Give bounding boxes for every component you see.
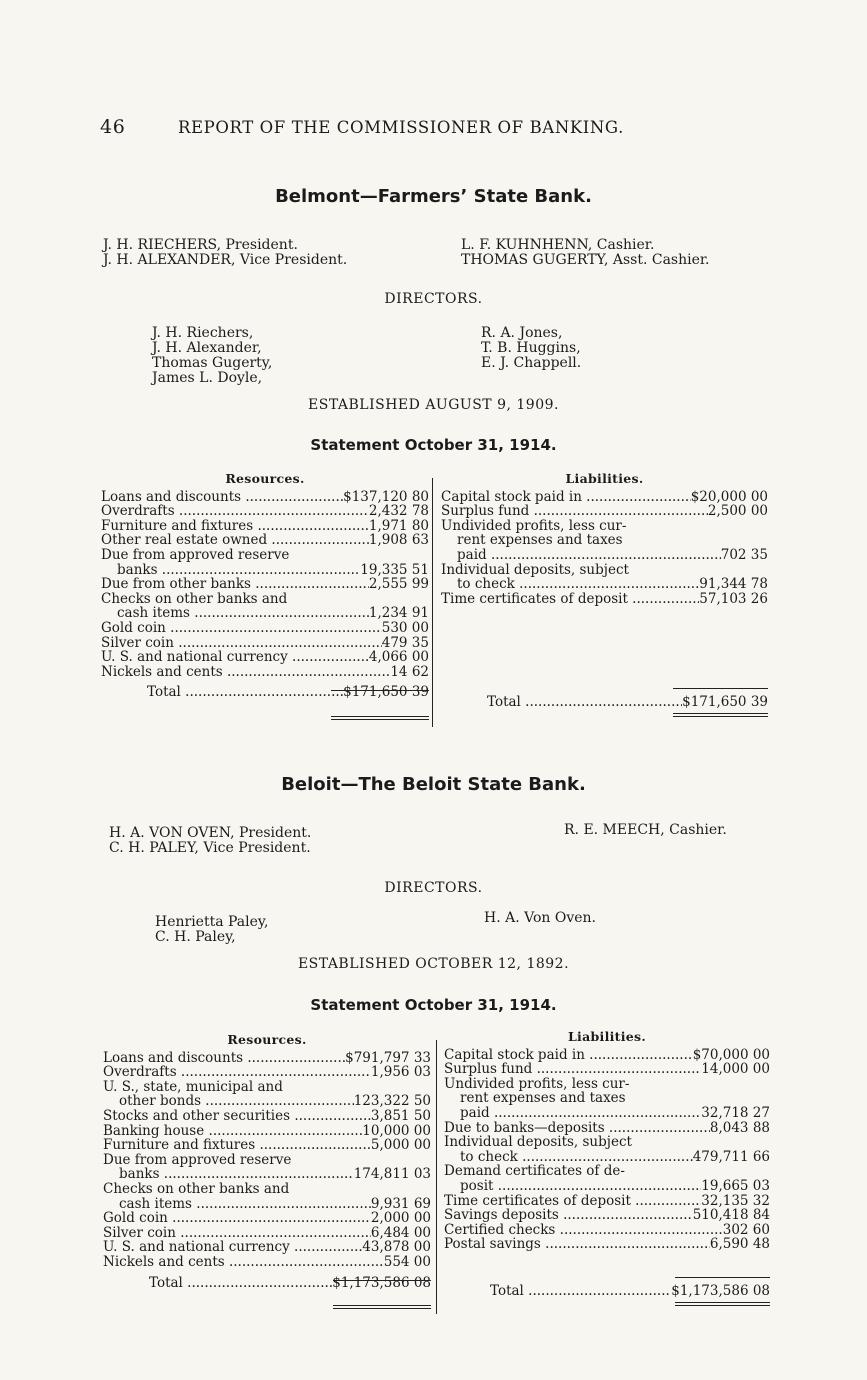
directors-list-left (155, 915, 268, 945)
ledger-amount: 57,103 26 (699, 590, 768, 607)
ledger-amount: 32,135 32 (701, 1192, 770, 1209)
ledger-row (101, 533, 429, 548)
bank-title: Beloit—The Beloit State Bank. (281, 774, 586, 795)
director: H. A. Von Oven. (484, 910, 596, 926)
resources-heading: Resources. (225, 471, 305, 486)
ledger-row (101, 519, 429, 534)
ledger-label: Due from approved reserve (101, 547, 290, 563)
ledger-label: Overdrafts ..... (103, 1065, 371, 1080)
ledger-label: Furniture and fixtures ..... (101, 519, 369, 534)
resources-heading: Resources. (227, 1032, 307, 1047)
ledger-label: cash items ..... (101, 606, 369, 621)
director: James L. Doyle, (152, 370, 263, 386)
ledger-row (103, 1124, 431, 1139)
ledger-label: Undivided profits, less cur- (444, 1076, 630, 1092)
directors-heading: DIRECTORS. (384, 291, 483, 307)
ledger-row (103, 1153, 431, 1168)
ledger-label: rent expenses and taxes (457, 533, 623, 548)
ledger-amount: 8,043 88 (709, 1119, 770, 1136)
ledger-row (101, 636, 429, 651)
ledger-row (103, 1226, 431, 1241)
column-divider (436, 1040, 437, 1314)
ledger-row (444, 1106, 770, 1121)
ledger-amount: 1,956 03 (370, 1064, 431, 1081)
liabilities-total-row (441, 695, 768, 710)
ledger-row (103, 1255, 431, 1270)
ledger-label: Overdrafts ..... (101, 504, 369, 519)
total-label: Total ..... (103, 1276, 332, 1291)
ledger-row (441, 519, 768, 534)
ledger-amount: $791,797 33 (345, 1049, 431, 1066)
ledger-label: Other real estate owned ..... (101, 533, 369, 548)
ledger-label: Nickels and cents ..... (101, 665, 390, 680)
resources-column (101, 472, 429, 700)
ledger-row (103, 1240, 431, 1255)
ledger-row (441, 563, 768, 578)
director: Henrietta Paley, (155, 914, 269, 930)
ledger-row (103, 1065, 431, 1080)
ledger-row (103, 1197, 431, 1212)
liabilities-total-block (441, 695, 768, 710)
ledger-amount: 10,000 00 (362, 1122, 431, 1139)
ledger-label: paid ..... (441, 548, 721, 563)
ledger-label: other bonds ..... (103, 1094, 354, 1109)
statement-title: Statement October 31, 1914. (310, 436, 557, 454)
total-label: Total ..... (101, 685, 343, 700)
ledger-amount: 479,711 66 (692, 1148, 770, 1165)
ledger-row (444, 1194, 770, 1209)
liabilities-heading: Liabilities. (565, 471, 644, 486)
ledger-amount: 302 60 (722, 1221, 770, 1238)
ledger-label: Time certificates of deposit ..... (444, 1194, 701, 1209)
officer: R. E. MEECH, Cashier. (564, 822, 727, 838)
ledger-amount: 19,665 03 (701, 1177, 770, 1194)
ledger-label: Savings deposits ..... (444, 1208, 693, 1223)
double-rule (675, 1302, 770, 1306)
ledger-row (101, 592, 429, 607)
ledger-amount: 9,931 69 (370, 1195, 431, 1212)
ledger-row (444, 1150, 770, 1165)
ledger-label: rent expenses and taxes (460, 1091, 626, 1106)
resources-total: $171,650 39 (343, 684, 429, 701)
sum-rule (333, 1280, 431, 1281)
director: Thomas Gugerty, (152, 355, 273, 371)
officer: J. H. RIECHERS, President. (103, 237, 298, 253)
running-head (100, 116, 780, 138)
directors-heading: DIRECTORS. (384, 880, 483, 896)
ledger-row (444, 1121, 770, 1136)
ledger-label: Individual deposits, subject (441, 562, 629, 578)
directors-list-left (152, 326, 272, 386)
director: R. A. Jones, (481, 325, 563, 341)
ledger-row (444, 1179, 770, 1194)
ledger-label: posit ..... (444, 1179, 701, 1194)
ledger-row (444, 1208, 770, 1223)
directors-list-right (484, 911, 596, 926)
ledger-row (444, 1091, 770, 1106)
ledger-amount: $137,120 80 (343, 488, 429, 505)
ledger-amount: 2,000 00 (370, 1210, 431, 1227)
officer: C. H. PALEY, Vice President. (109, 840, 311, 856)
ledger-row (103, 1211, 431, 1226)
ledger-row (444, 1237, 770, 1252)
ledger-label: Silver coin ..... (103, 1226, 371, 1241)
ledger-amount: 510,418 84 (692, 1207, 770, 1224)
ledger-label: U. S., state, municipal and (103, 1079, 283, 1095)
ledger-label: Surplus fund ..... (441, 504, 708, 519)
ledger-label: Due to banks—deposits ..... (444, 1121, 710, 1136)
ledger-row (101, 548, 429, 563)
ledger-label: Gold coin ..... (103, 1211, 371, 1226)
director: T. B. Huggins, (481, 340, 581, 356)
ledger-row (441, 533, 768, 548)
liabilities-column (441, 472, 768, 606)
total-label: Total ..... (441, 695, 682, 710)
liabilities-total: $1,173,586 08 (671, 1283, 770, 1299)
ledger-amount: 14 62 (390, 663, 429, 680)
ledger-label: Nickels and cents ..... (103, 1255, 384, 1270)
ledger-row (101, 606, 429, 621)
director: J. H. Alexander, (152, 340, 262, 356)
ledger-amount: 479 35 (381, 634, 429, 651)
ledger-label: Certified checks ..... (444, 1223, 723, 1238)
ledger-amount: 6,590 48 (709, 1236, 770, 1253)
double-rule (333, 1305, 431, 1309)
ledger-row (441, 577, 768, 592)
resources-total-row (103, 1276, 431, 1291)
ledger-label: Due from other banks ..... (101, 577, 369, 592)
ledger-label: to check ..... (444, 1150, 693, 1165)
double-rule (331, 716, 429, 720)
directors-list-right (481, 326, 581, 371)
ledger-label: Postal savings ..... (444, 1237, 710, 1252)
sum-rule (331, 690, 429, 691)
ledger-amount: 530 00 (381, 619, 429, 636)
ledger-row (444, 1048, 770, 1063)
ledger-amount: 1,234 91 (368, 605, 429, 622)
ledger-label: Loans and discounts ..... (101, 490, 343, 505)
ledger-row (444, 1164, 770, 1179)
ledger-row (103, 1138, 431, 1153)
ledger-row (101, 665, 429, 680)
ledger-label: Capital stock paid in ..... (441, 490, 691, 505)
ledger-amount: 5,000 00 (370, 1137, 431, 1154)
ledger-row (103, 1182, 431, 1197)
ledger-row (101, 577, 429, 592)
ledger-row (103, 1167, 431, 1182)
ledger-label: Silver coin ..... (101, 636, 382, 651)
liabilities-heading: Liabilities. (567, 1029, 647, 1044)
ledger-label: U. S. and national currency ..... (101, 650, 369, 665)
column-divider (432, 478, 433, 727)
ledger-row (441, 548, 768, 563)
director: J. H. Riechers, (152, 325, 254, 341)
page-number: 46 (100, 116, 126, 138)
ledger-label: Undivided profits, less cur- (441, 518, 627, 534)
ledger-label: to check ..... (441, 577, 699, 592)
liabilities-total-row (444, 1284, 770, 1299)
ledger-row (444, 1223, 770, 1238)
ledger-amount: 14,000 00 (701, 1061, 770, 1078)
sum-rule (675, 1277, 770, 1278)
ledger-row (444, 1077, 770, 1092)
ledger-label: Furniture and fixtures ..... (103, 1138, 371, 1153)
ledger-label: Loans and discounts ..... (103, 1051, 345, 1066)
ledger-label: Capital stock paid in ..... (444, 1048, 693, 1063)
ledger-label: paid ..... (444, 1106, 701, 1121)
ledger-label: cash items ..... (103, 1197, 371, 1212)
ledger-row (103, 1051, 431, 1066)
ledger-amount: 4,066 00 (368, 649, 429, 666)
ledger-label: Demand certificates of de- (444, 1164, 625, 1179)
ledger-amount: 19,335 51 (360, 561, 429, 578)
ledger-amount: 2,555 99 (368, 576, 429, 593)
ledger-amount: 91,344 78 (699, 576, 768, 593)
ledger-row (103, 1094, 431, 1109)
officer: L. F. KUHNHENN, Cashier. (461, 237, 655, 253)
resources-total: $1,173,586 08 (332, 1274, 431, 1291)
ledger-amount: 2,500 00 (707, 503, 768, 520)
ledger-row (444, 1062, 770, 1077)
liabilities-total: $171,650 39 (682, 694, 768, 710)
total-label: Total ..... (444, 1284, 671, 1299)
officer: J. H. ALEXANDER, Vice President. (103, 252, 348, 268)
liabilities-total-block (444, 1284, 770, 1299)
statement-title: Statement October 31, 1914. (310, 996, 557, 1014)
established-line: ESTABLISHED AUGUST 9, 1909. (308, 397, 559, 413)
ledger-label: Surplus fund ..... (444, 1062, 701, 1077)
ledger-row (441, 504, 768, 519)
ledger-row (103, 1080, 431, 1095)
ledger-amount: 702 35 (720, 546, 768, 563)
ledger-label: Stocks and other securities ..... (103, 1109, 371, 1124)
ledger-amount: 32,718 27 (701, 1104, 770, 1121)
director: E. J. Chappell. (481, 355, 582, 371)
ledger-row (444, 1135, 770, 1150)
ledger-label: Banking house ..... (103, 1124, 362, 1139)
ledger-label: Time certificates of deposit ..... (441, 592, 699, 607)
ledger-amount: 2,432 78 (368, 503, 429, 520)
established-line: ESTABLISHED OCTOBER 12, 1892. (297, 956, 570, 972)
double-rule (673, 713, 768, 717)
ledger-amount: $70,000 00 (692, 1046, 770, 1063)
ledger-row (101, 621, 429, 636)
ledger-row (103, 1109, 431, 1124)
ledger-amount: 3,851 50 (370, 1107, 431, 1124)
officer: H. A. VON OVEN, President. (109, 825, 312, 841)
ledger-label: Gold coin ..... (101, 621, 382, 636)
ledger-amount: 43,878 00 (362, 1239, 431, 1256)
ledger-row (101, 650, 429, 665)
ledger-label: banks ..... (101, 563, 360, 578)
ledger-amount: 554 00 (383, 1253, 431, 1270)
resources-column (103, 1033, 431, 1290)
ledger-row (441, 490, 768, 505)
report-title: REPORT OF THE COMMISSIONER OF BANKING. (178, 118, 624, 137)
ledger-amount: 1,908 63 (368, 532, 429, 549)
ledger-label: Due from approved reserve (103, 1152, 292, 1168)
officer: THOMAS GUGERTY, Asst. Cashier. (461, 252, 710, 268)
ledger-label: Individual deposits, subject (444, 1135, 632, 1150)
bank-title: Belmont—Farmers’ State Bank. (275, 186, 592, 207)
ledger-amount: 1,971 80 (368, 517, 429, 534)
ledger-label: Checks on other banks and (101, 591, 288, 607)
sum-rule (673, 688, 768, 689)
ledger-row (101, 563, 429, 578)
resources-total-row (101, 685, 429, 700)
liabilities-column (444, 1030, 770, 1252)
ledger-amount: 174,811 03 (353, 1166, 431, 1183)
ledger-row (101, 504, 429, 519)
ledger-row (101, 490, 429, 505)
ledger-label: banks ..... (103, 1167, 354, 1182)
ledger-label: U. S. and national currency ..... (103, 1240, 362, 1255)
director: C. H. Paley, (155, 929, 236, 945)
ledger-amount: 6,484 00 (370, 1224, 431, 1241)
ledger-amount: 123,322 50 (353, 1093, 431, 1110)
ledger-amount: $20,000 00 (690, 488, 768, 505)
ledger-label: Checks on other banks and (103, 1181, 290, 1197)
ledger-row (441, 592, 768, 607)
